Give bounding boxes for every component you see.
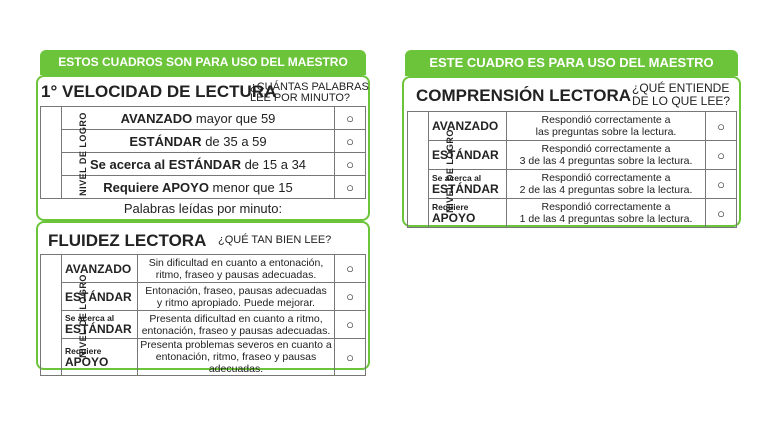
velocidad-row-requiere: Requiere APOYO menor que 15 [62, 176, 335, 199]
velocidad-row-avanzado: AVANZADO mayor que 59 [62, 107, 335, 130]
level-cell: Se acerca al ESTÁNDAR [429, 170, 507, 199]
level-cell: AVANZADO [429, 112, 507, 141]
level-cell: AVANZADO [62, 255, 138, 283]
checkbox-circle[interactable]: ○ [706, 170, 737, 199]
checkbox-circle[interactable]: ○ [335, 107, 366, 130]
velocidad-question-line2: LEE POR MINUTO? [250, 92, 351, 104]
fluidez-table [40, 254, 366, 376]
checkbox-circle[interactable]: ○ [335, 283, 366, 311]
velocidad-row-estandar: ESTÁNDAR de 35 a 59 [62, 130, 335, 153]
vertical-label-cell [41, 107, 88, 199]
checkbox-circle[interactable]: ○ [335, 130, 366, 153]
table-row [41, 130, 366, 153]
velocidad-row-se-acerca: Se acerca al ESTÁNDAR de 15 a 34 [62, 153, 335, 176]
table-row [41, 339, 366, 376]
right-banner: ESTE CUADRO ES PARA USO DEL MAESTRO [405, 50, 738, 76]
table-row [408, 199, 737, 228]
velocidad-title: 1° VELOCIDAD DE LECTURA [41, 82, 277, 101]
table-row [41, 153, 366, 176]
fluidez-title: FLUIDEZ LECTORA [48, 231, 207, 250]
description-cell: Respondió correctamente a 2 de las 4 preguntas sobre la lectura. [507, 170, 706, 199]
table-row [41, 255, 366, 283]
velocidad-question-line1: ¿CUÁNTAS PALABRAS [250, 81, 369, 93]
table-row [41, 283, 366, 311]
vertical-label: NIVEL DE LOGRO [444, 128, 455, 213]
fluidez-card [36, 221, 370, 375]
checkbox-circle[interactable]: ○ [335, 153, 366, 176]
velocidad-footer: Palabras leídas por minuto: [123, 201, 283, 216]
checkbox-circle[interactable]: ○ [335, 255, 366, 283]
checkbox-circle[interactable]: ○ [335, 311, 366, 339]
level-cell: Requiere APOYO [62, 339, 138, 376]
table-row [41, 107, 366, 130]
velocidad-card [36, 75, 370, 221]
table-row [41, 311, 366, 339]
comprension-question [632, 82, 730, 108]
comprension-title: COMPRENSIÓN LECTORA [416, 86, 632, 105]
table-row [408, 141, 737, 170]
checkbox-circle[interactable]: ○ [335, 339, 366, 376]
velocidad-table [40, 106, 366, 199]
comprension-table [407, 111, 737, 228]
checkbox-circle[interactable]: ○ [335, 176, 366, 199]
vertical-label: NIVEL DE LOGRO [77, 274, 88, 358]
fluidez-question: ¿QUÉ TAN BIEN LEE? [218, 234, 332, 246]
level-cell: Requiere APOYO [429, 199, 507, 228]
description-cell: Respondió correctamente a 3 de las 4 preguntas sobre la lectura. [507, 141, 706, 170]
description-cell: Presenta problemas severos en cuanto a entonación, ritmo, fraseo y pausas adecuadas. [138, 339, 335, 376]
comprension-card [402, 76, 741, 227]
table-row [408, 112, 737, 141]
level-cell: ESTÁNDAR [62, 283, 138, 311]
vertical-label: NIVEL DE LOGRO [77, 111, 88, 196]
table-row [408, 170, 737, 199]
level-cell: ESTÁNDAR [429, 141, 507, 170]
checkbox-circle[interactable]: ○ [706, 112, 737, 141]
description-cell: Sin dificultad en cuanto a entonación, ritmo, fraseo y pausas adecuadas. [138, 255, 335, 283]
checkbox-circle[interactable]: ○ [706, 141, 737, 170]
comprension-question-line1: ¿QUÉ ENTIENDE [632, 81, 730, 95]
description-cell: Presenta dificultad en cuanto a ritmo, entonación, fraseo y pausas adecuadas. [138, 311, 335, 339]
description-cell: Respondió correctamente a 1 de las 4 preguntas sobre la lectura. [507, 199, 706, 228]
description-cell: Respondió correctamente a las preguntas sobre la lectura. [507, 112, 706, 141]
velocidad-question [250, 82, 369, 104]
left-banner: ESTOS CUADROS SON PARA USO DEL MAESTRO [40, 50, 366, 75]
level-cell: Se acerca al ESTÁNDAR [62, 311, 138, 339]
comprension-question-line2: DE LO QUE LEE? [632, 94, 731, 108]
table-row [41, 176, 366, 199]
checkbox-circle[interactable]: ○ [706, 199, 737, 228]
description-cell: Entonación, fraseo, pausas adecuadas y ritmo apropiado. Puede mejorar. [138, 283, 335, 311]
